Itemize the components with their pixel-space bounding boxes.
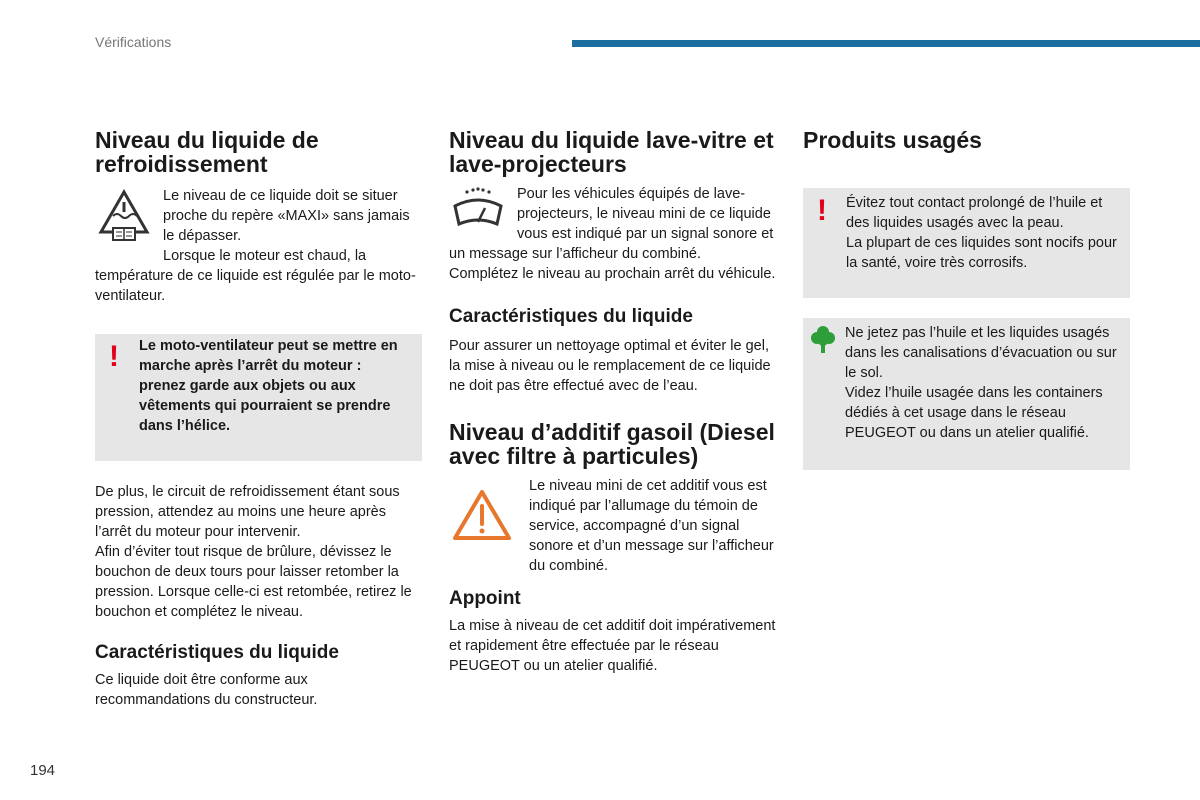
coolant-title: Niveau du liquide de refroidissement	[95, 127, 319, 177]
section-header: Vérifications	[95, 34, 172, 50]
eco-text-1: Ne jetez pas l’huile et les liquides usagés dans les canalisations d’évacuation ou sur le sol.	[845, 325, 1117, 381]
column-washer	[449, 128, 777, 676]
washer-fluid-icon	[449, 184, 507, 234]
appoint-subtitle: Appoint	[449, 588, 521, 609]
eco-box	[803, 318, 1130, 470]
coolant-intro-2: Lorsque le moteur est chaud, la température de ce liquide est régulée par le moto-ventilateur.	[95, 248, 416, 304]
coolant-para-1: De plus, le circuit de refroidissement étant sous pression, attendez au moins une heure après l’arrêt du moteur pour intervenir.	[95, 484, 400, 540]
column-coolant	[95, 128, 422, 710]
coolant-warning-manual-icon	[95, 186, 153, 242]
coolant-warning-text: Le moto-ventilateur peut se mettre en marche après l’arrêt du moteur : prenez garde aux objets ou aux vêtements qui pourraient se prendre dans l’hélice.	[139, 338, 398, 434]
washer-title: Niveau du liquide lave-vitre et lave-projecteurs	[449, 127, 774, 177]
coolant-warning-box	[95, 334, 422, 461]
used-warning-1: Évitez tout contact prolongé de l’huile et des liquides usagés avec la peau.	[846, 195, 1103, 231]
washer-sub-text: Pour assurer un nettoyage optimal et éviter le gel, la mise à niveau ou le remplacement de ce liquide ne doit pas être effectué avec de l’eau.	[449, 338, 771, 394]
warning-triangle-icon	[449, 486, 515, 546]
column-used-products	[803, 128, 1130, 470]
tree-eco-icon	[811, 324, 835, 354]
used-warning-box	[803, 188, 1130, 298]
washer-intro-2: Complétez le niveau au prochain arrêt du véhicule.	[449, 266, 776, 282]
eco-text-2: Videz l’huile usagée dans les containers dédiés à cet usage dans le réseau PEUGEOT ou dans un atelier qualifié.	[845, 385, 1103, 441]
used-warning-2: La plupart de ces liquides sont nocifs pour la santé, voire très corrosifs.	[846, 235, 1117, 271]
appoint-text: La mise à niveau de cet additif doit impérativement et rapidement être effectuée par le réseau PEUGEOT ou un atelier qualifié.	[449, 618, 776, 674]
washer-intro-1: Pour les véhicules équipés de lave-projecteurs, le niveau mini de ce liquide vous est indiqué par un signal sonore et un message sur l’afficheur du combiné.	[449, 186, 774, 262]
used-products-title: Produits usagés	[803, 127, 982, 153]
coolant-sub-text: Ce liquide doit être conforme aux recommandations du constructeur.	[95, 672, 318, 708]
additive-text: Le niveau mini de cet additif vous est indiqué par l’allumage du témoin de service, accompagné d’un signal sonore et d’un message sur l’afficheur du combiné.	[529, 478, 774, 574]
coolant-para-2: Afin d’éviter tout risque de brûlure, dévissez le bouchon de deux tours pour laisser retomber la pression. Lorsque celle-ci est retombée, retirez le bouchon et complétez le niveau.	[95, 544, 412, 620]
coolant-subtitle: Caractéristiques du liquide	[95, 642, 339, 663]
exclamation-icon: !	[817, 194, 827, 227]
washer-subtitle: Caractéristiques du liquide	[449, 306, 693, 327]
page-number: 194	[30, 762, 56, 779]
coolant-intro-1: Le niveau de ce liquide doit se situer proche du repère «MAXI» sans jamais le dépasser.	[163, 188, 410, 244]
exclamation-icon: !	[109, 340, 119, 373]
additive-title: Niveau d’additif gasoil (Diesel avec filtre à particules)	[449, 419, 775, 469]
accent-bar	[572, 40, 1200, 47]
